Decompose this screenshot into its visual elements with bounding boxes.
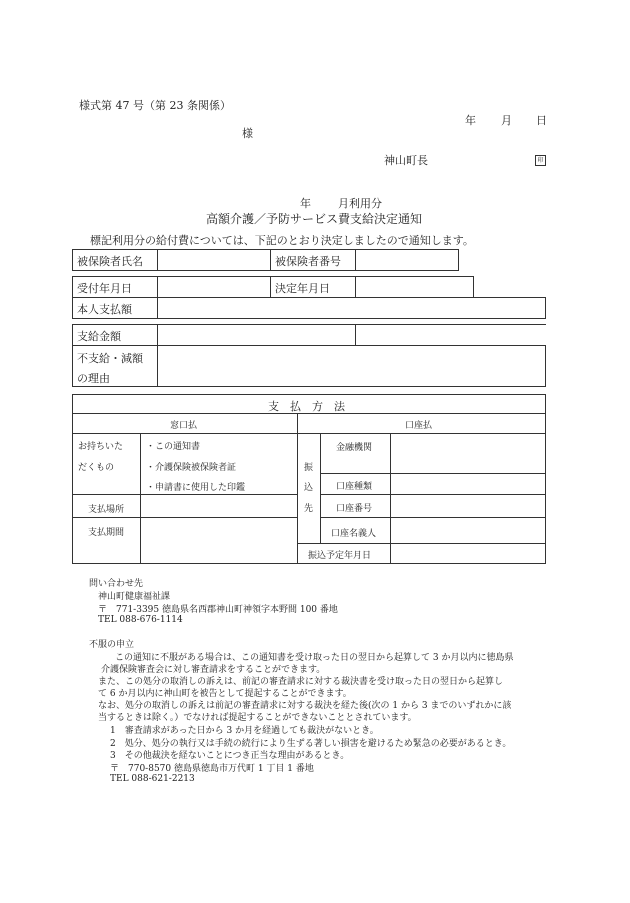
sender-name: 神山町長 [384,154,428,167]
transfer-date-label: 振込予定年月日 [308,551,372,561]
bring-items-label-line1: お持ちいた [78,442,124,452]
usage-year-label: 年 [300,197,311,210]
reason-label-line2: の理由 [77,372,110,385]
account-number-label: 口座番号 [336,504,373,514]
objection-tel: TEL 088-621-2213 [110,774,195,784]
bring-items-label-line2: だくもの [78,463,115,473]
objection-text: また、この処分の取消しの訴えは、前記の審査請求に対する裁決書を受け取った日の翌日から起算し [98,677,504,687]
bring-item: ・介護保険被保険者証 [146,463,237,473]
window-payment-header: 窓口払 [170,421,198,431]
objection-text: 介護保険審査会に対し審査請求をすることができます。 [101,665,326,675]
decision-date-label: 決定年月日 [275,282,330,295]
bank-label: 金融機関 [336,443,373,453]
contact-tel: TEL 088-676-1114 [98,615,183,625]
recipient-suffix: 様 [242,127,253,140]
account-payment-header: 口座払 [405,421,433,431]
contact-title: 問い合わせ先 [89,579,144,589]
objection-text: この通知に不服がある場合は、この通知書を受け取った日の翌日から起算して 3 か月以内に徳島県 [115,653,514,663]
transfer-char: 先 [304,504,314,514]
payment-method-title: 支 払 方 法 [268,400,345,413]
form-number: 様式第 47 号（第 23 条関係） [79,99,231,112]
transfer-char: 込 [304,483,314,493]
account-holder-label: 口座名義人 [331,529,377,539]
intro-text: 標記利用分の給付費については、下記のとおり決定しましたので通知します。 [90,234,474,247]
transfer-char: 振 [304,463,314,473]
date-day-label: 日 [536,114,547,127]
objection-item: 3 その他裁決を経ないことにつき正当な理由があるとき。 [110,751,350,761]
document-title: 高額介護／予防サービス費支給決定通知 [206,212,423,226]
insured-number-label: 被保険者番号 [275,255,341,268]
objection-title: 不服の申立 [89,640,135,650]
received-date-label: 受付年月日 [77,282,132,295]
bring-item: ・申請書に使用した印鑑 [146,483,246,493]
self-payment-label: 本人支払額 [77,303,132,316]
objection-text: 当するときは除く。）でなければ提起することができないこととされています。 [98,713,417,723]
account-type-label: 口座種類 [336,482,373,492]
seal-mark: 印 [535,155,546,166]
contact-department: 神山町健康福祉課 [98,592,171,602]
reason-label-line1: 不支給・減額 [77,352,143,365]
objection-text: て 6 か月以内に神山町を被告として提起することができます。 [98,689,352,699]
payment-period-label: 支払期間 [88,528,125,538]
date-year-label: 年 [465,114,476,127]
bring-item: ・この通知書 [146,442,201,452]
usage-month-label: 月利用分 [338,197,382,210]
payment-place-label: 支払場所 [88,505,125,515]
date-month-label: 月 [501,114,512,127]
objection-text: なお、処分の取消しの訴えは前記の審査請求に対する裁決を経た後(次の 1 から 3 までのいずれかに該 [98,701,512,711]
payment-amount-label: 支給金額 [77,330,121,343]
insured-name-label: 被保険者氏名 [77,255,143,268]
objection-address: 〒 770-8570 徳島県徳島市万代町 1 丁目 1 番地 [110,764,314,774]
objection-item: 1 審査請求があった日から 3 か月を経過しても裁決がないとき。 [110,726,379,736]
objection-item: 2 処分、処分の執行又は手続の続行により生ずる著しい損害を避けるため緊急の必要があるとき。 [110,739,512,749]
contact-address: 〒 771-3395 徳島県名西郡神山町神領字本野間 100 番地 [98,605,338,615]
